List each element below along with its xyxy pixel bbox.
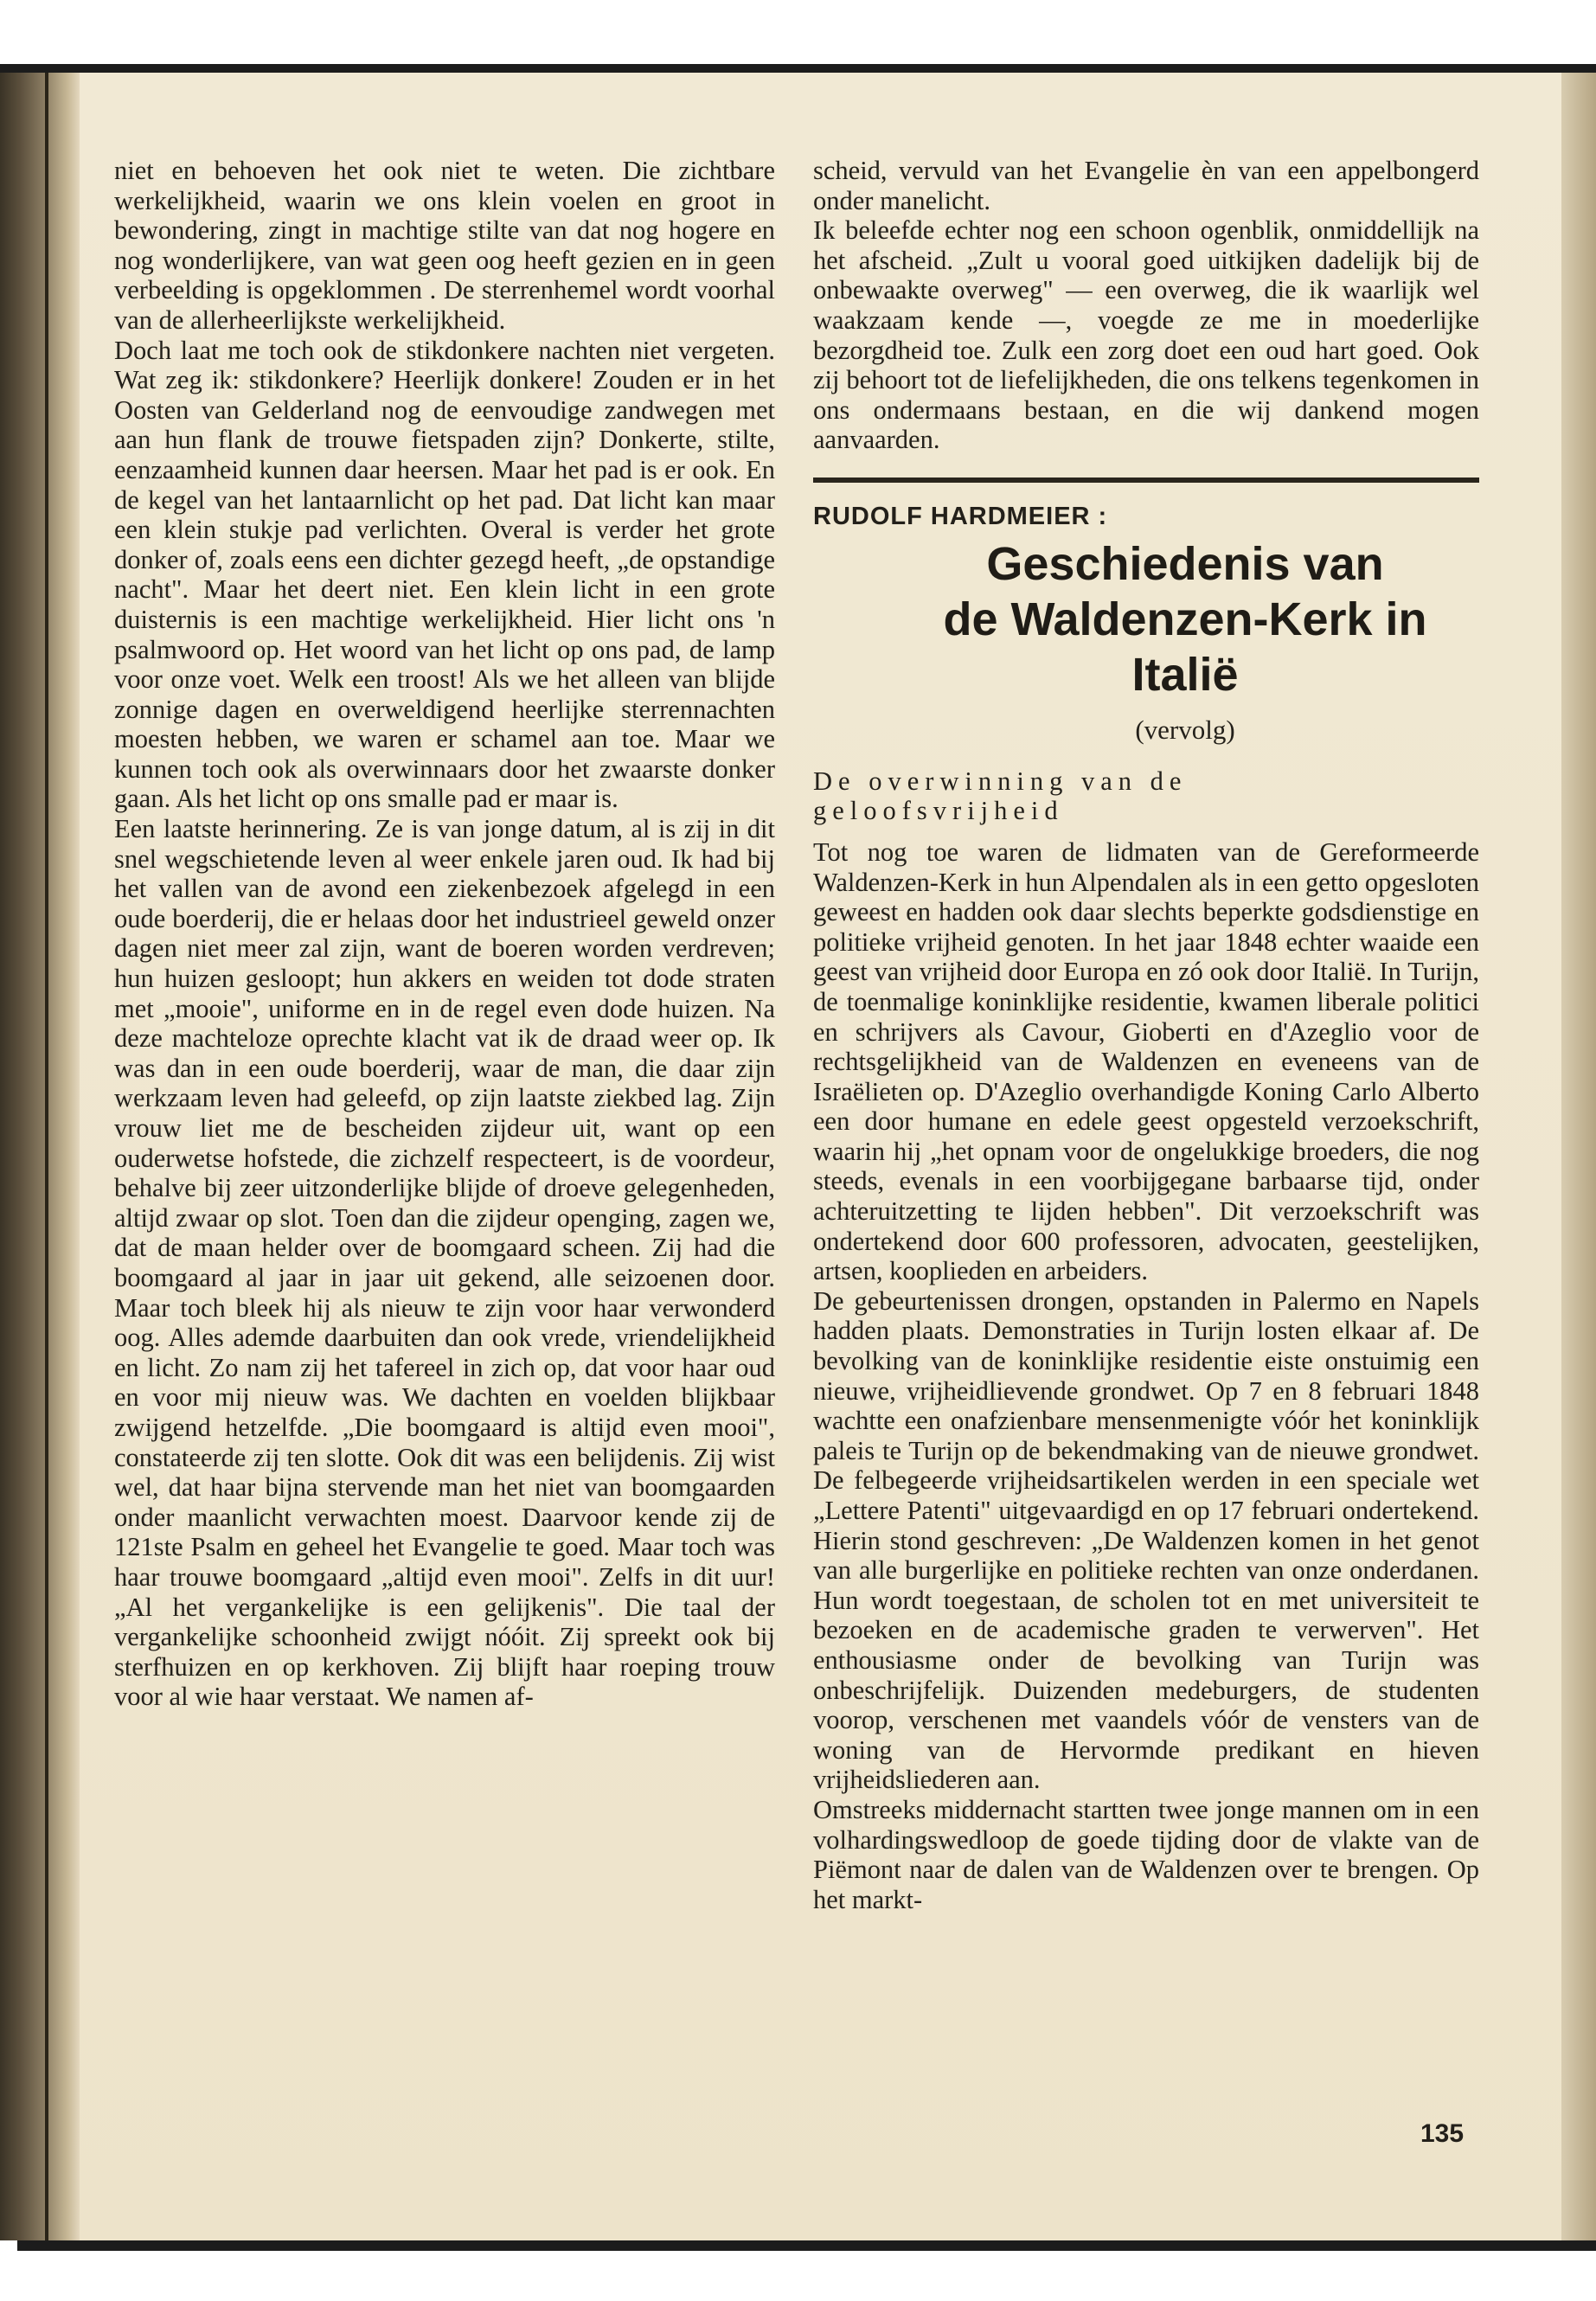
paragraph: Een laatste herinnering. Ze is van jonge datum, al is zij in dit snel wegschietende leven al weer enkele jaren oud. Ik had bij het vallen van de avond een ziekenbezoek afgelegd in een oude boerderij, die er helaas door het industrieel geweld onzer dagen niet meer zal zijn, want de boeren worden verdreven; hun huizen gesloopt; hun akkers en weiden tot dode straten met „mooie", uniforme en in de regel even dode huizen. Na deze machteloze oprechte klacht vat ik de draad weer op. Ik was dan in een oude boerderij, waar de man, die daar zijn werkzaam leven had geleefd, op zijn laatste ziekbed lag. Zijn vrouw liet me de bescheiden zijdeur uit, want op een ouderwetse hofstede, die zichzelf respecteert, is de voordeur, behalve bij zeer uitzonderlijke blijde of droeve gelegenheden, altijd zwaar op slot. Toen dan die zijdeur openging, zagen we, dat de maan helder over de boomgaard scheen. Zij had die boomgaard al jaar in jaar uit gekend, alle seizoenen door. Maar toch bleek hij als nieuw te zijn voor haar verwonderd oog. Alles ademde daarbuiten dan ook vrede, vriendelijkheid en licht. Zo nam zij het tafereel in zich op, dat voor haar oud en voor mij nieuw was. We dachten en voelden blijkbaar zwijgend hetzelfde. „Die boomgaard is altijd even mooi", constateerde zij ten slotte. Ook dit was een belijdenis. Zij wist wel, dat haar bijna stervende man het niet van boomgaarden onder maanlicht verwachten moest. Daarvoor kende zij de 121ste Psalm en geheel het Evangelie te goed. Maar toch was haar trouwe boomgaard „altijd even mooi". Zelfs in dit uur! „Al het vergankelijke is een gelijkenis". Die taal der vergankelijke schoonheid zwijgt nóóit. Zij spreekt ook bij sterfhuizen en op kerkhoven. Zij blijft haar roeping trouw voor al wie haar verstaat. We namen af-: [114, 814, 775, 1712]
right-column: [813, 156, 1479, 1914]
page-number: 135: [1420, 2119, 1465, 2148]
title-line: Geschiedenis van: [986, 537, 1384, 590]
page-edge: [1561, 73, 1596, 2240]
paragraph: Ik beleefde echter nog een schoon ogenblik, onmiddellijk na het afscheid. „Zult u vooral goed uitkijken dadelijk bij de onbewaakte overweg" — een overweg, die ik waarlijk wel waakzaam kende —, voegde ze me in moederlijke bezorgdheid toe. Zulk een zorg doet een oud hart goed. Ook zij behoort tot de liefelijkheden, die ons telkens tegenkomen in ons ondermaans bestaan, en die wij dankend mogen aanvaarden.: [813, 215, 1479, 455]
paragraph: scheid, vervuld van het Evangelie èn van een appelbongerd onder manelicht.: [813, 156, 1479, 215]
scan-border-top: [0, 64, 1596, 73]
paragraph: Tot nog toe waren de lidmaten van de Gereformeerde Waldenzen-Kerk in hun Alpendalen als in een getto opgesloten geweest en hadden ook daar slechts beperkte godsdienstige en politieke vrijheid genoten. In het jaar 1848 echter waaide een geest van vrijheid door Europa en zó ook door Italië. In Turijn, de toenmalige koninklijke residentie, kwamen liberale politici en schrijvers als Cavour, Gioberti en d'Azeglio voor de rechtsgelijkheid van de Waldenzen en eveneens van de Israëlieten op. D'Azeglio overhandigde Koning Carlo Alberto een door humane en edele geest opgesteld verzoekschrift, waarin hij „het opnam voor de ongelukkige broeders, die nog steeds, evenals in een voorbijgegane barbaarse tijd, onder achteruitzetting te lijden hebben". Dit verzoekschrift was ondertekend door 600 professoren, advocaten, geestelijken, artsen, kooplieden en arbeiders.: [813, 836, 1479, 1286]
section-heading: [813, 766, 1479, 825]
title-line: de Waldenzen-Kerk in Italië: [943, 593, 1427, 701]
article-author: RUDOLF HARDMEIER :: [813, 502, 1108, 530]
scan-border-bottom: [17, 2240, 1596, 2251]
article-subtitle: (vervolg): [1135, 714, 1235, 745]
left-column: [114, 156, 775, 1712]
book-spine: [0, 73, 80, 2240]
article-title: [813, 536, 1479, 702]
section-heading-line: geloofsvrijheid: [813, 795, 1064, 825]
spine-shadow-line: [45, 73, 48, 2240]
paragraph: Doch laat me toch ook de stikdonkere nachten niet vergeten. Wat zeg ik: stikdonkere? Heerlijk donkere! Zouden er in het Oosten van Gelderland nog de eenvoudige zandwegen met aan hun flank de trouwe fietspaden zijn? Donkerte, stilte, eenzaamheid kunnen daar heersen. Maar het pad is er ook. En de kegel van het lantaarnlicht op het pad. Dat licht kan maar een klein stukje pad verlichten. Overal is verder het grote donker of, zoals eens een dichter gezegd heeft, „de opstandige nacht". Maar het deert niet. Een klein licht in een grote duisternis is een machtige werkelijkheid. Hier licht ons 'n psalmwoord op. Het woord van het licht op ons pad, de lamp voor onze voet. Welk een troost! Als we het alleen van blijde zonnige dagen en overweldigend heerlijke sterrennachten moesten hebben, we waren er schamel aan toe. Maar we kunnen toch ook als overwinnaars door het zwaarste donker gaan. Als het licht op ons smalle pad er maar is.: [114, 335, 775, 814]
paragraph: niet en behoeven het ook niet te weten. Die zichtbare werkelijkheid, waarin we ons klein voelen en groot in bewondering, zingt in machtige stilte van dat nog hogere en nog wonderlijkere, van wat geen oog heeft gezien en in geen verbeelding is opgeklommen . De sterrenhemel wordt voorhal van de allerheerlijkste werkelijkheid.: [114, 156, 775, 335]
section-divider: [813, 478, 1479, 483]
paragraph: Omstreeks middernacht startten twee jonge mannen om in een volhardingswedloop de goede tijding door de vlakte van de Piëmont naar de dalen van de Waldenzen over te brengen. Op het markt-: [813, 1794, 1479, 1914]
paragraph: De gebeurtenissen drongen, opstanden in Palermo en Napels hadden plaats. Demonstraties in Turijn losten elkaar af. De bevolking van de koninklijke residentie eiste onstuimig een nieuwe, vrijheidlievende grondwet. Op 7 en 8 februari 1848 wachtte een onafzienbare mensenmenigte vóór het koninklijk paleis te Turijn op de bekendmaking van de nieuwe grondwet. De felbegeerde vrijheidsartikelen werden in een speciale wet „Lettere Patenti" uitgevaardigd en op 17 februari ondertekend. Hierin stond geschreven: „De Waldenzen komen in het genot van alle burgerlijke en politieke rechten van onze onderdanen. Hun wordt toegestaan, de scholen tot en met universiteit te bezoeken en de academische graden te verwerven". Het enthousiasme onder de bevolking van Turijn was onbeschrijfelijk. Duizenden medeburgers, de studenten voorop, verschenen met vaandels vóór de vensters van de woning van de Hervormde predikant en hieven vrijheidsliederen aan.: [813, 1285, 1479, 1795]
section-heading-line: De overwinning van de: [813, 766, 1188, 796]
